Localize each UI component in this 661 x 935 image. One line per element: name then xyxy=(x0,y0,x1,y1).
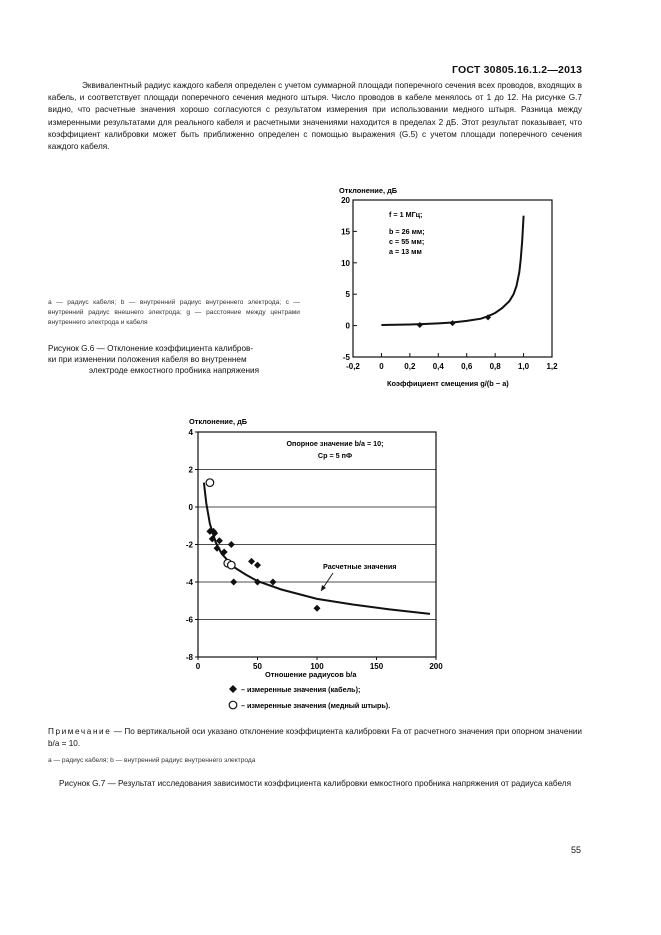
chart-g6-ytick-label: 0 xyxy=(345,321,350,331)
chart-g7-ytick-label: -6 xyxy=(185,615,193,625)
page-number: 55 xyxy=(571,845,582,855)
chart-g6-xtick-label: 0,4 xyxy=(432,362,444,371)
chart-g6-annotation-3: c = 55 мм; xyxy=(389,237,425,246)
note-text: — По вертикальной оси указано отклонение коэффициента калибровки Fa от расчетного значения при опорном значении b/a = 10. xyxy=(48,727,582,748)
chart-g7 xyxy=(175,413,465,715)
figure6-caption-line3: электроде емкостного пробника напряжения xyxy=(88,366,260,375)
chart-g7-rod-point xyxy=(206,479,214,487)
chart-g7-xtick-label: 150 xyxy=(369,662,384,671)
chart-g6-ytick-label: 5 xyxy=(345,290,350,300)
chart-g6-annotation-2: b = 26 мм; xyxy=(389,227,425,236)
chart-g6-ytick-label: 10 xyxy=(341,258,350,268)
chart-g7-curve-label: Расчетные значения xyxy=(323,562,397,571)
chart-g6-data-point xyxy=(417,322,423,328)
chart-g7-cable-point xyxy=(248,558,255,565)
chart-g6-annotation-4: a = 13 мм xyxy=(389,247,422,256)
chart-g6-xlabel: Коэффициент смещения g/(b − a) xyxy=(387,379,509,388)
chart-g7-cable-point xyxy=(269,579,276,586)
chart-g6 xyxy=(325,182,575,390)
chart-g7-xtick-label: 200 xyxy=(429,662,443,671)
chart-g7-calculated-curve xyxy=(204,483,430,614)
chart-g7-curve-label-arrowhead xyxy=(321,585,326,591)
figure6-legend: a — радиус кабеля; b — внутренний радиус внутреннего электрода; c — внутренний радиус внешнего электрода; g — расстояние между центрами внутреннего электрода и кабеля xyxy=(48,299,300,326)
chart-g7-ylabel: Отклонение, дБ xyxy=(189,417,248,426)
chart-g6-data-point xyxy=(450,320,456,326)
chart-g6-annotation-1: f = 1 МГц; xyxy=(389,210,423,219)
chart-g6-xtick-label: 0,6 xyxy=(461,362,473,371)
chart-g7-ytick-label: 0 xyxy=(188,503,193,512)
chart-g6-xtick-label: 1,0 xyxy=(518,362,530,371)
chart-g7-xtick-label: 0 xyxy=(195,662,201,671)
chart-g6-plot-frame xyxy=(353,200,552,357)
chart-g7-cable-point xyxy=(314,605,321,612)
chart-g7-xlabel: Отношение радиусов b/a xyxy=(265,670,357,679)
chart-g7-legend-diamond-icon xyxy=(229,685,237,693)
chart-g6-ytick-label: 20 xyxy=(341,196,350,205)
chart-g7-cable-point xyxy=(228,541,235,548)
chart-g6-xtick-label: -0,2 xyxy=(346,362,360,371)
chart-g7-ytick-label: -4 xyxy=(185,578,193,587)
chart-g6-xtick-label: 0 xyxy=(379,362,384,371)
figure6-caption-line1: Рисунок G.6 — Отклонение коэффициента калибров- xyxy=(48,344,254,353)
chart-g6-xtick-label: 0,8 xyxy=(489,362,501,371)
intro-text: Эквивалентный радиус каждого кабеля определен с учетом суммарной площади поперечного сечения всех проводов, входящих в кабель, и соответствует площади поперечного сечения медного штыря. Число проводов в кабеле менялось от 1 до 12. На рисунке G.7 видно, что расчетные значения хорошо согласуются с результатом измерения при использовании медного штыря. Разница между измеренными результатами для реального кабеля и расчетными значениями находится в пределах 2 дБ. Этот результат показывает, что коэффициент калибровки может быть приближенно определен с помощью выражения (G.5) с учетом площади поперечного сечения каждого кабеля. xyxy=(48,81,582,152)
chart-g7-legend-cable: – измеренные значения (кабель); xyxy=(241,685,361,694)
chart-g7-annotation-line1: Опорное значение b/a = 10; xyxy=(286,439,384,448)
figure6-caption xyxy=(48,343,300,376)
chart-g7-cable-point xyxy=(230,579,237,586)
chart-g6-xtick-label: 0,2 xyxy=(404,362,416,371)
chart-g7-cable-point xyxy=(254,562,261,569)
chart-g6-svg xyxy=(325,182,575,390)
chart-g7-annotation-line2: Cp = 5 пФ xyxy=(317,451,353,460)
chart-g6-ylabel: Отклонение, дБ xyxy=(339,186,398,195)
chart-g6-ytick-label: 15 xyxy=(341,227,350,237)
figure7-caption: Рисунок G.7 — Результат исследования зависимости коэффициента калибровки емкостного пробника напряжения от радиуса кабеля xyxy=(58,779,572,788)
chart-g7-ytick-label: -8 xyxy=(185,653,193,662)
chart-g7-ytick-label: 2 xyxy=(188,465,193,475)
chart-g7-ytick-label: 4 xyxy=(188,428,193,437)
chart-g7-ytick-label: -2 xyxy=(185,540,193,550)
chart-g6-ytick-label: -5 xyxy=(342,353,350,362)
chart-g7-legend-rod: – измеренные значения (медный штырь). xyxy=(241,701,391,710)
chart-g7-svg xyxy=(175,413,465,715)
chart-g6-xtick-label: 1,2 xyxy=(546,362,558,371)
document-header: ГОСТ 30805.16.1.2—2013 xyxy=(452,64,583,76)
chart-g7-rod-point xyxy=(228,561,236,569)
chart-g7-xtick-label: 50 xyxy=(253,662,262,671)
figure6-caption-line2: ки при изменении положения кабеля во внутреннем xyxy=(48,355,247,364)
chart-g7-xtick-label: 100 xyxy=(310,662,324,671)
chart-g7-legend-circle-icon xyxy=(229,701,237,709)
figure7-note xyxy=(48,726,582,750)
note-label: Примечание xyxy=(48,727,112,736)
figure7-legend: a — радиус кабеля; b — внутренний радиус внутреннего электрода xyxy=(48,757,256,764)
intro-paragraph xyxy=(48,80,582,153)
